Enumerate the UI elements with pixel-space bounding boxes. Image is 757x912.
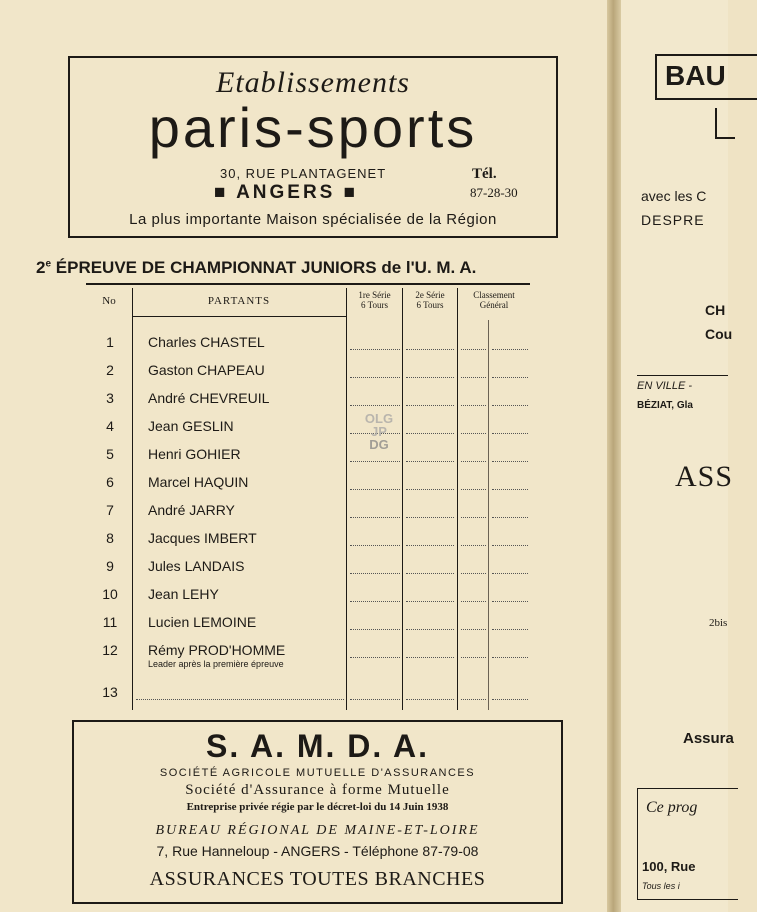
rp-box xyxy=(637,788,738,900)
result-dotted-line xyxy=(492,628,528,630)
result-dotted-line xyxy=(461,432,486,434)
row-number: 2 xyxy=(106,362,114,378)
row-number: 1 xyxy=(106,334,114,350)
row-name: Charles CHASTEL xyxy=(148,334,265,350)
result-dotted-line xyxy=(492,544,528,546)
row-number: 3 xyxy=(106,390,114,406)
rp-rule xyxy=(637,375,728,376)
row-name: Henri GOHIER xyxy=(148,446,241,462)
table-row xyxy=(86,582,530,606)
row-note: Leader après la première épreuve xyxy=(148,659,284,669)
rp-en-ville: EN VILLE - xyxy=(637,380,693,392)
row-name: Jean GESLIN xyxy=(148,418,234,434)
result-dotted-line xyxy=(350,376,400,378)
header-serie2-a: 2e Série xyxy=(415,290,445,300)
result-dotted-line xyxy=(461,516,486,518)
row-number: 6 xyxy=(106,474,114,490)
result-dotted-line xyxy=(406,376,454,378)
header-partants: PARTANTS xyxy=(207,295,271,307)
result-dotted-line xyxy=(492,376,528,378)
table-row xyxy=(86,610,530,634)
row-name: Jacques IMBERT xyxy=(148,530,257,546)
row-number: 5 xyxy=(106,446,114,462)
results-table xyxy=(86,288,530,710)
result-dotted-line xyxy=(350,488,400,490)
header-class-b: Général xyxy=(479,300,509,310)
rp-ce-prog: Ce prog xyxy=(646,799,698,816)
result-dotted-line xyxy=(406,572,454,574)
header-class-a: Classement xyxy=(473,290,515,300)
result-dotted-line xyxy=(461,348,486,350)
result-dotted-line xyxy=(350,628,400,630)
table-row xyxy=(86,411,530,438)
title-ordinal-sup: e xyxy=(45,258,52,270)
result-dotted-line xyxy=(492,698,528,700)
result-dotted-line xyxy=(461,628,486,630)
right-page xyxy=(621,0,734,912)
rp-assura: Assura xyxy=(683,730,734,747)
header-serie1-a: 1re Série xyxy=(358,290,391,300)
ad-city xyxy=(214,182,358,204)
bau-text: BAU xyxy=(665,60,726,91)
row-number: 9 xyxy=(106,558,114,574)
result-dotted-line xyxy=(461,698,486,700)
ad-tagline: La plus importante Maison spécialisée de la Région xyxy=(129,211,497,228)
result-dotted-line xyxy=(461,656,486,658)
ad-city-name: ANGERS xyxy=(236,182,336,203)
result-dotted-line xyxy=(350,516,400,518)
table-row xyxy=(86,554,530,578)
table-row xyxy=(86,386,530,410)
library-stamp xyxy=(354,412,404,451)
paris-sports-ad xyxy=(68,56,558,238)
row-number: 10 xyxy=(102,586,118,602)
result-dotted-line xyxy=(350,698,400,700)
page-fold xyxy=(607,0,621,912)
result-dotted-line xyxy=(492,656,528,658)
rp-rue: 100, Rue xyxy=(642,859,696,874)
brand-logo: paris-sports xyxy=(148,96,478,159)
ad-script-heading: Etablissements xyxy=(216,66,410,99)
result-dotted-line xyxy=(406,432,454,434)
result-dotted-line xyxy=(406,348,454,350)
row-name: Jean LEHY xyxy=(148,586,219,602)
table-row xyxy=(86,526,530,550)
samda-line2: Société d'Assurance à forme Mutuelle xyxy=(185,782,450,798)
result-dotted-line xyxy=(461,460,486,462)
row-name: André CHEVREUIL xyxy=(148,390,270,406)
result-dotted-line xyxy=(461,488,486,490)
ad-tel-label: Tél. xyxy=(472,166,497,182)
square-icon: ■ xyxy=(343,182,359,203)
result-dotted-line xyxy=(350,404,400,406)
row-number: 8 xyxy=(106,530,114,546)
rp-ch: CH xyxy=(705,302,726,318)
row-name: Lucien LEMOINE xyxy=(148,614,257,630)
samda-line3: Entreprise privée régie par le décret-loi du 14 Juin 1938 xyxy=(186,801,449,813)
samda-line5: 7, Rue Hanneloup - ANGERS - Téléphone 87-79-08 xyxy=(156,843,479,859)
bau-bracket-h xyxy=(715,137,735,139)
row-number: 4 xyxy=(106,418,114,434)
result-dotted-line xyxy=(492,600,528,602)
stamp-top: OLG xyxy=(364,411,394,426)
result-dotted-line xyxy=(406,600,454,602)
result-dotted-line xyxy=(461,572,486,574)
samda-title: S. A. M. D. A. xyxy=(206,728,429,764)
samda-line1: SOCIÉTÉ AGRICOLE MUTUELLE D'ASSURANCES xyxy=(159,767,476,779)
samda-line4: BUREAU RÉGIONAL DE MAINE-ET-LOIRE xyxy=(155,823,480,838)
result-dotted-line xyxy=(492,488,528,490)
row-name: Gaston CHAPEAU xyxy=(148,362,265,378)
result-dotted-line xyxy=(406,404,454,406)
row-number: 7 xyxy=(106,502,114,518)
ad-tel-number: 87-28-30 xyxy=(470,185,518,200)
table-row xyxy=(86,638,530,669)
result-dotted-line xyxy=(492,516,528,518)
samda-ad xyxy=(72,720,563,904)
samda-line6: ASSURANCES TOUTES BRANCHES xyxy=(149,868,486,890)
bau-bracket xyxy=(715,108,717,138)
header-rule xyxy=(132,316,346,317)
result-dotted-line xyxy=(461,600,486,602)
square-icon: ■ xyxy=(214,182,229,203)
row-number: 13 xyxy=(102,684,118,700)
result-dotted-line xyxy=(350,544,400,546)
header-serie2-b: 6 Tours xyxy=(416,300,444,310)
table-row xyxy=(86,470,530,494)
rp-2bis: 2bis xyxy=(709,617,728,629)
table-row xyxy=(86,498,530,522)
rp-tous: Tous les i xyxy=(642,881,680,891)
result-dotted-line xyxy=(492,460,528,462)
header-serie1-b: 6 Tours xyxy=(361,300,388,310)
title-suffix: de l'U. M. A. xyxy=(381,258,477,277)
result-dotted-line xyxy=(406,698,454,700)
ad-address: 30, RUE PLANTAGENET xyxy=(220,166,387,181)
result-dotted-line xyxy=(350,460,400,462)
result-dotted-line xyxy=(492,348,528,350)
title-text: ÉPREUVE DE CHAMPIONNAT JUNIORS xyxy=(55,258,377,277)
row-number: 12 xyxy=(102,642,118,658)
header-serie2 xyxy=(403,290,457,310)
rp-despre: DESPRE xyxy=(641,212,705,228)
table-row xyxy=(86,330,530,354)
header-classement xyxy=(458,290,530,310)
result-dotted-line xyxy=(350,348,400,350)
row-number: 11 xyxy=(102,614,118,630)
row-name: André JARRY xyxy=(148,502,235,518)
result-dotted-line xyxy=(406,516,454,518)
result-dotted-line xyxy=(492,432,528,434)
result-dotted-line xyxy=(406,544,454,546)
result-dotted-line xyxy=(461,544,486,546)
title-ordinal: 2 xyxy=(36,258,46,277)
rp-avec: avec les C xyxy=(641,188,707,204)
result-dotted-line xyxy=(350,600,400,602)
row-name: Rémy PROD'HOMME xyxy=(148,642,286,658)
rp-ass: ASS xyxy=(675,460,734,493)
stamp-bottom: DG xyxy=(369,437,389,452)
result-dotted-line xyxy=(406,656,454,658)
result-dotted-line xyxy=(461,376,486,378)
table-row xyxy=(86,442,530,466)
table-row xyxy=(86,358,530,382)
result-dotted-line xyxy=(492,572,528,574)
result-dotted-line xyxy=(350,572,400,574)
rp-cou: Cou xyxy=(705,326,733,342)
rp-beziat: BÉZIAT, Gla xyxy=(637,400,693,411)
result-dotted-line xyxy=(406,628,454,630)
header-no: No xyxy=(102,295,116,307)
name-dotted-line xyxy=(136,698,344,700)
page-title xyxy=(36,258,596,278)
result-dotted-line xyxy=(461,404,486,406)
stamp-mid: JP xyxy=(371,424,387,439)
result-dotted-line xyxy=(406,460,454,462)
title-rule xyxy=(86,283,530,285)
table-row xyxy=(86,680,530,704)
result-dotted-line xyxy=(406,488,454,490)
row-name: Jules LANDAIS xyxy=(148,558,245,574)
result-dotted-line xyxy=(492,404,528,406)
result-dotted-line xyxy=(350,656,400,658)
header-serie1 xyxy=(347,290,402,310)
bau-box xyxy=(655,54,757,100)
row-name: Marcel HAQUIN xyxy=(148,474,249,490)
